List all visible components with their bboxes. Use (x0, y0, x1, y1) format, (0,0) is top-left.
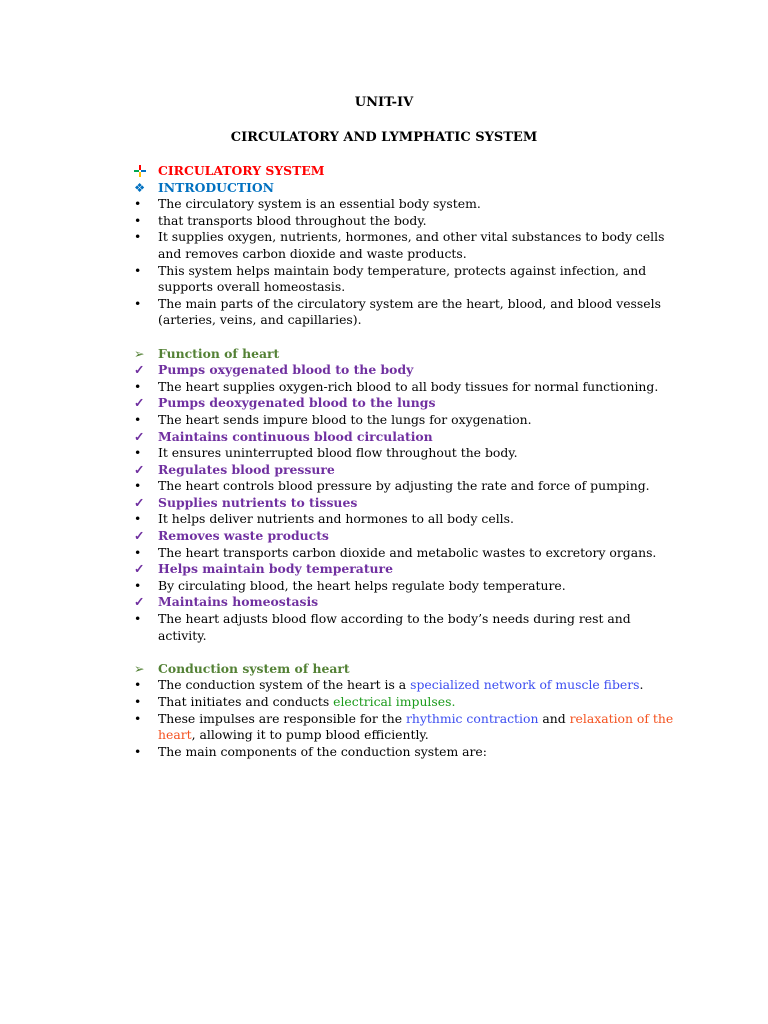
function-title: Maintains homeostasis (158, 594, 319, 610)
list-item (134, 263, 674, 296)
function-desc: The heart controls blood pressure by adjusting the rate and force of pumping. (158, 478, 650, 494)
list-item (134, 611, 674, 644)
list-item (134, 694, 674, 711)
list-item (134, 229, 674, 262)
bullet-icon: • (134, 743, 142, 759)
bullet-icon: • (134, 411, 142, 427)
list-item (134, 412, 674, 429)
text-run: That initiates and conducts (158, 694, 334, 709)
check-icon: ✓ (134, 494, 145, 510)
check-icon: ✓ (134, 561, 145, 577)
highlight-text: rhythmic contraction (405, 710, 539, 726)
intro-heading: INTRODUCTION (158, 179, 274, 195)
conduction-heading: Conduction system of heart (158, 660, 350, 676)
function-title: Maintains continuous blood circulation (158, 428, 433, 444)
bullet-icon: • (134, 295, 142, 311)
four-color-arrow-icon (134, 163, 154, 180)
bullet-icon: • (134, 710, 142, 726)
list-item (134, 478, 674, 495)
list-item (134, 296, 674, 329)
function-heading-row (134, 346, 674, 363)
bullet-icon: • (134, 229, 142, 245)
text-run: The conduction system of the heart is a (158, 677, 411, 693)
function-title-row (134, 462, 674, 479)
list-item (134, 677, 674, 694)
text-run: These impulses are responsible for the (158, 710, 406, 726)
bullet-icon: • (134, 577, 142, 593)
bullet-text: The main components of the conduction system are: (158, 743, 487, 759)
list-item (134, 578, 674, 595)
list-item (134, 511, 674, 528)
function-desc: It ensures uninterrupted blood flow throughout the body. (158, 445, 518, 461)
check-icon: ✓ (134, 528, 145, 544)
bullet-text: It supplies oxygen, nutrients, hormones, and other vital substances to body cells and removes carbon dioxide and waste products. (158, 229, 665, 261)
arrow-right-icon: ➢ (134, 660, 145, 676)
page-title: CIRCULATORY AND LYMPHATIC SYSTEM (230, 130, 538, 145)
function-title: Removes waste products (158, 528, 329, 544)
function-heading: Function of heart (158, 345, 280, 361)
list-item (134, 379, 674, 396)
arrow-right-icon: ➢ (134, 345, 145, 361)
list-item (134, 213, 674, 230)
section-heading: CIRCULATORY SYSTEM (158, 163, 325, 178)
list-item (134, 445, 674, 462)
bullet-icon: • (134, 694, 142, 709)
text-run: , allowing it to pump blood efficiently. (191, 727, 429, 743)
text-run: . (639, 677, 644, 693)
section-heading-row (134, 163, 674, 180)
bullet-icon: • (134, 478, 142, 494)
check-icon: ✓ (134, 594, 145, 610)
function-desc: The heart sends impure blood to the lungs for oxygenation. (158, 411, 532, 427)
highlight-text: relaxation of the heart (158, 710, 674, 743)
text-run: and (538, 710, 570, 726)
function-desc: The heart adjusts blood flow according to the body’s needs during rest and activity. (158, 611, 631, 643)
conduction-heading-row (134, 661, 674, 678)
bullet-icon: • (134, 262, 142, 278)
function-desc: It helps deliver nutrients and hormones to all body cells. (158, 511, 514, 527)
check-icon: ✓ (134, 395, 145, 411)
function-title-row (134, 495, 674, 512)
function-title: Helps maintain body temperature (158, 561, 393, 577)
function-title-row (134, 561, 674, 578)
intro-heading-row (134, 180, 674, 197)
check-icon: ✓ (134, 362, 145, 378)
function-desc: The heart transports carbon dioxide and metabolic wastes to excretory organs. (158, 544, 657, 560)
check-icon: ✓ (134, 461, 145, 477)
bullet-icon: • (134, 378, 142, 394)
function-desc: The heart supplies oxygen-rich blood to all body tissues for normal functioning. (158, 378, 659, 394)
document-body (134, 163, 674, 760)
function-title: Pumps oxygenated blood to the body (158, 362, 414, 378)
bullet-text: The circulatory system is an essential body system. (158, 196, 481, 212)
highlight-text: electrical impulses. (333, 694, 456, 709)
highlight-text: specialized network of muscle fibers (410, 677, 640, 693)
bullet-icon: • (134, 677, 142, 693)
function-title-row (134, 429, 674, 446)
bullet-icon: • (134, 212, 142, 228)
bullet-text: This system helps maintain body temperature, protects against infection, and supports overall homeostasis. (158, 262, 647, 295)
check-icon: ✓ (134, 428, 145, 444)
bullet-icon: • (134, 196, 142, 212)
function-title: Pumps deoxygenated blood to the lungs (158, 395, 436, 411)
bullet-icon: • (134, 544, 142, 560)
bullet-icon: • (134, 611, 142, 627)
list-item (134, 711, 674, 744)
function-title-row (134, 362, 674, 379)
bullet-text: The main parts of the circulatory system are the heart, blood, and blood vessels (arteries, veins, and capillaries). (158, 295, 661, 328)
diamond-icon: ❖ (134, 179, 146, 195)
function-title: Regulates blood pressure (158, 461, 335, 477)
function-title-row (134, 528, 674, 545)
bullet-text: that transports blood throughout the body. (158, 212, 427, 228)
list-item (134, 545, 674, 562)
function-desc: By circulating blood, the heart helps regulate body temperature. (158, 577, 566, 593)
function-title-row (134, 395, 674, 412)
bullet-icon: • (134, 445, 142, 461)
bullet-icon: • (134, 511, 142, 527)
unit-title: UNIT-IV (354, 95, 414, 110)
list-item (134, 196, 674, 213)
list-item (134, 744, 674, 761)
function-title-row (134, 594, 674, 611)
function-title: Supplies nutrients to tissues (158, 494, 358, 510)
